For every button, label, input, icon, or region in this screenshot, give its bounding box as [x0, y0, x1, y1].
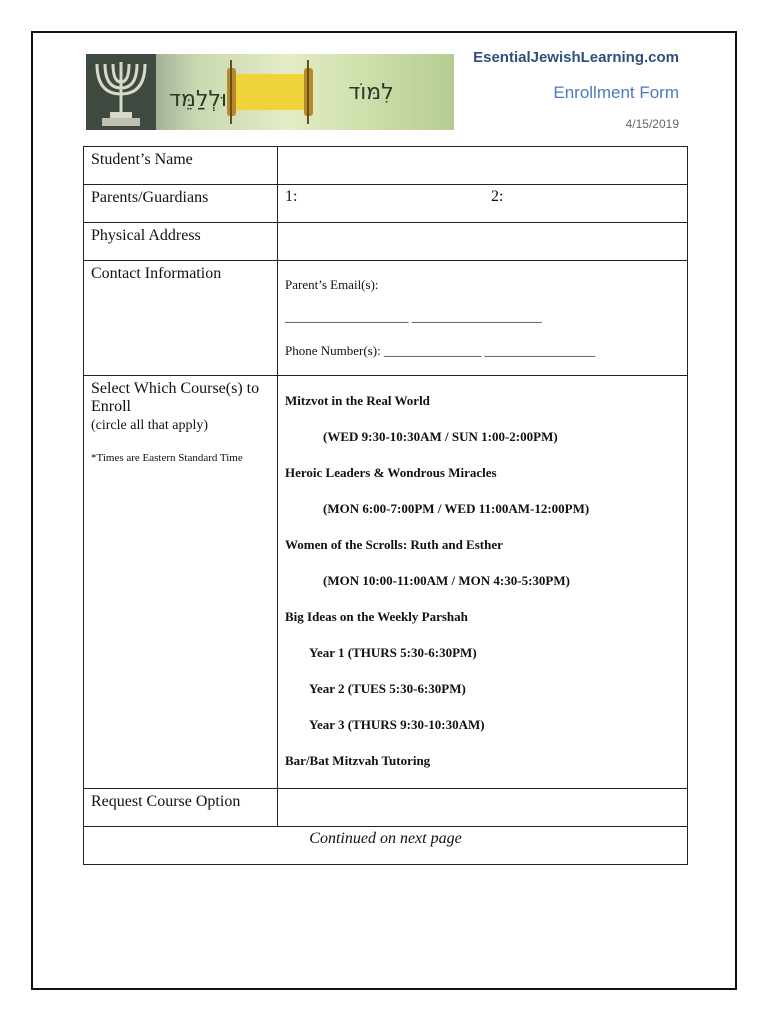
circle-note: (circle all that apply) — [91, 418, 208, 433]
course-list — [278, 376, 688, 789]
enrollment-table — [83, 146, 688, 865]
request-option-field[interactable] — [278, 789, 688, 827]
time-note: *Times are Eastern Standard Time — [91, 452, 243, 464]
course-item-3[interactable]: (MON 6:00-7:00PM / WED 11:00AM-12:00PM) — [323, 501, 590, 516]
parents-label: Parents/Guardians — [84, 185, 278, 223]
course-item-4[interactable]: Women of the Scrolls: Ruth and Esther — [285, 537, 503, 552]
course-item-2[interactable]: Heroic Leaders & Wondrous Miracles — [285, 465, 497, 480]
form-title: Enrollment Form — [553, 83, 679, 102]
course-item-1[interactable]: (WED 9:30-10:30AM / SUN 1:00-2:00PM) — [323, 429, 558, 444]
parents-field[interactable] — [278, 185, 688, 223]
course-item-0[interactable]: Mitzvot in the Real World — [285, 393, 430, 408]
course-item-7[interactable]: Year 1 (THURS 5:30-6:30PM) — [309, 645, 477, 660]
students-name-label: Student’s Name — [84, 147, 278, 185]
menorah-scroll-icon — [86, 54, 454, 130]
contact-field[interactable] — [278, 261, 688, 376]
course-item-9[interactable]: Year 3 (THURS 9:30-10:30AM) — [309, 717, 485, 732]
select-courses-label: Select Which Course(s) to Enroll — [91, 380, 260, 415]
course-item-6[interactable]: Big Ideas on the Weekly Parshah — [285, 609, 468, 624]
course-item-8[interactable]: Year 2 (TUES 5:30-6:30PM) — [309, 681, 466, 696]
header-banner — [86, 54, 454, 130]
students-name-field[interactable] — [278, 147, 688, 185]
address-field[interactable] — [278, 223, 688, 261]
banner-text-right: לִמּוֹד — [348, 80, 394, 105]
address-label: Physical Address — [84, 223, 278, 261]
continued-note: Continued on next page — [84, 827, 688, 865]
form-date: 4/15/2019 — [625, 117, 679, 131]
email-lines[interactable]: ___________________ ____________________ — [285, 309, 542, 324]
parent2-label: 2: — [491, 188, 504, 205]
course-item-5[interactable]: (MON 10:00-11:00AM / MON 4:30-5:30PM) — [323, 573, 570, 588]
course-item-10[interactable]: Bar/Bat Mitzvah Tutoring — [285, 753, 431, 768]
select-courses-cell — [84, 376, 278, 789]
banner-text-left: וּלְלַמֵּד — [169, 87, 227, 112]
site-name: EsentialJewishLearning.com — [473, 49, 679, 66]
parent1-label: 1: — [285, 188, 298, 205]
email-label: Parent’s Email(s): — [285, 277, 379, 292]
contact-label: Contact Information — [84, 261, 278, 376]
phone-label[interactable]: Phone Number(s): _______________ _________________ — [285, 343, 596, 358]
request-option-label: Request Course Option — [84, 789, 278, 827]
